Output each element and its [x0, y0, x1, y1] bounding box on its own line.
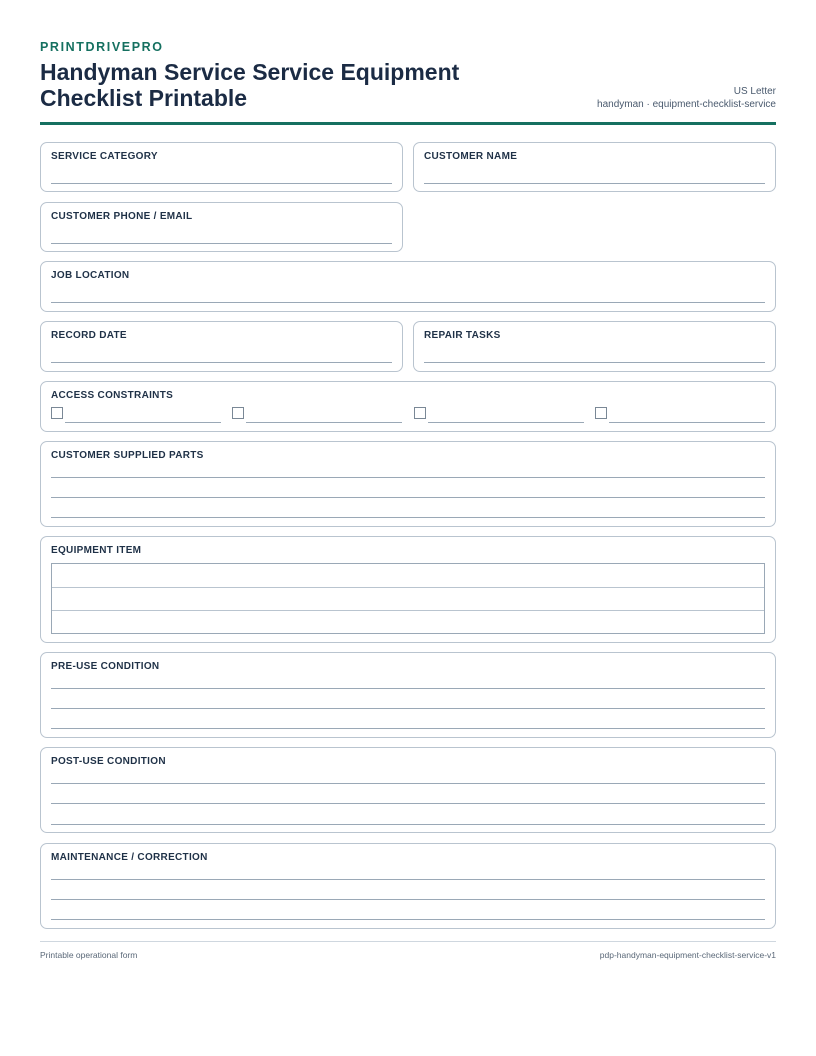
- equipment-table-divider-2: [52, 610, 764, 611]
- access-option-line-4[interactable]: [609, 422, 765, 423]
- customer-supplied-parts-card: [40, 441, 776, 527]
- access-checkbox-4[interactable]: [595, 407, 607, 419]
- customer-name-label: CUSTOMER NAME: [424, 151, 518, 162]
- repair-tasks-field[interactable]: [424, 362, 765, 363]
- customer-contact-label: CUSTOMER PHONE / EMAIL: [51, 211, 193, 222]
- maintenance-correction-label: MAINTENANCE / CORRECTION: [51, 852, 208, 863]
- job-location-field[interactable]: [51, 302, 765, 303]
- maintenance-correction-line-2[interactable]: [51, 899, 765, 900]
- post-use-condition-line-2[interactable]: [51, 803, 765, 804]
- customer-supplied-parts-line-3[interactable]: [51, 517, 765, 518]
- customer-name-card: [413, 142, 776, 192]
- service-category-card: [40, 142, 403, 192]
- equipment-table-divider-1: [52, 587, 764, 588]
- job-location-card: [40, 261, 776, 312]
- access-constraints-card: [40, 381, 776, 432]
- pre-use-condition-card: [40, 652, 776, 738]
- pre-use-condition-line-3[interactable]: [51, 728, 765, 729]
- customer-name-field[interactable]: [424, 183, 765, 184]
- repair-tasks-card: [413, 321, 776, 372]
- post-use-condition-line-3[interactable]: [51, 824, 765, 825]
- equipment-item-label: EQUIPMENT ITEM: [51, 545, 142, 556]
- footer-note: Printable operational form: [40, 950, 138, 960]
- access-checkbox-1[interactable]: [51, 407, 63, 419]
- access-option-line-1[interactable]: [65, 422, 221, 423]
- customer-supplied-parts-line-1[interactable]: [51, 477, 765, 478]
- access-checkbox-2[interactable]: [232, 407, 244, 419]
- post-use-condition-label: POST-USE CONDITION: [51, 756, 166, 767]
- record-date-label: RECORD DATE: [51, 330, 127, 341]
- post-use-condition-line-1[interactable]: [51, 783, 765, 784]
- record-date-field[interactable]: [51, 362, 392, 363]
- pre-use-condition-line-2[interactable]: [51, 708, 765, 709]
- repair-tasks-label: REPAIR TASKS: [424, 330, 501, 341]
- maintenance-correction-card: [40, 843, 776, 929]
- equipment-item-table: [51, 563, 765, 634]
- post-use-condition-card: [40, 747, 776, 833]
- record-date-card: [40, 321, 403, 372]
- customer-contact-field[interactable]: [51, 243, 392, 244]
- paper-size: US Letter: [733, 86, 776, 97]
- customer-supplied-parts-line-2[interactable]: [51, 497, 765, 498]
- service-category-label: SERVICE CATEGORY: [51, 151, 158, 162]
- page-title: Handyman Service Service Equipment Checklist Printable: [40, 59, 460, 111]
- customer-supplied-parts-label: CUSTOMER SUPPLIED PARTS: [51, 450, 204, 461]
- access-option-line-2[interactable]: [246, 422, 402, 423]
- header: [40, 55, 776, 128]
- form-id: pdp-handyman-equipment-checklist-service-v1: [599, 950, 776, 960]
- job-location-label: JOB LOCATION: [51, 270, 130, 281]
- brand-name: PRINTDRIVEPRO: [40, 40, 164, 54]
- pre-use-condition-line-1[interactable]: [51, 688, 765, 689]
- service-category-field[interactable]: [51, 183, 392, 184]
- footer-rule: [40, 941, 776, 942]
- form-slug: handyman · equipment-checklist-service: [597, 99, 776, 110]
- header-rule: [40, 122, 776, 125]
- customer-contact-card: [40, 202, 403, 252]
- form-page: [40, 40, 776, 128]
- access-constraints-label: ACCESS CONSTRAINTS: [51, 390, 174, 401]
- access-checkbox-3[interactable]: [414, 407, 426, 419]
- equipment-item-card: [40, 536, 776, 643]
- access-option-line-3[interactable]: [428, 422, 584, 423]
- maintenance-correction-line-3[interactable]: [51, 919, 765, 920]
- page-meta: [597, 85, 776, 111]
- pre-use-condition-label: PRE-USE CONDITION: [51, 661, 160, 672]
- maintenance-correction-line-1[interactable]: [51, 879, 765, 880]
